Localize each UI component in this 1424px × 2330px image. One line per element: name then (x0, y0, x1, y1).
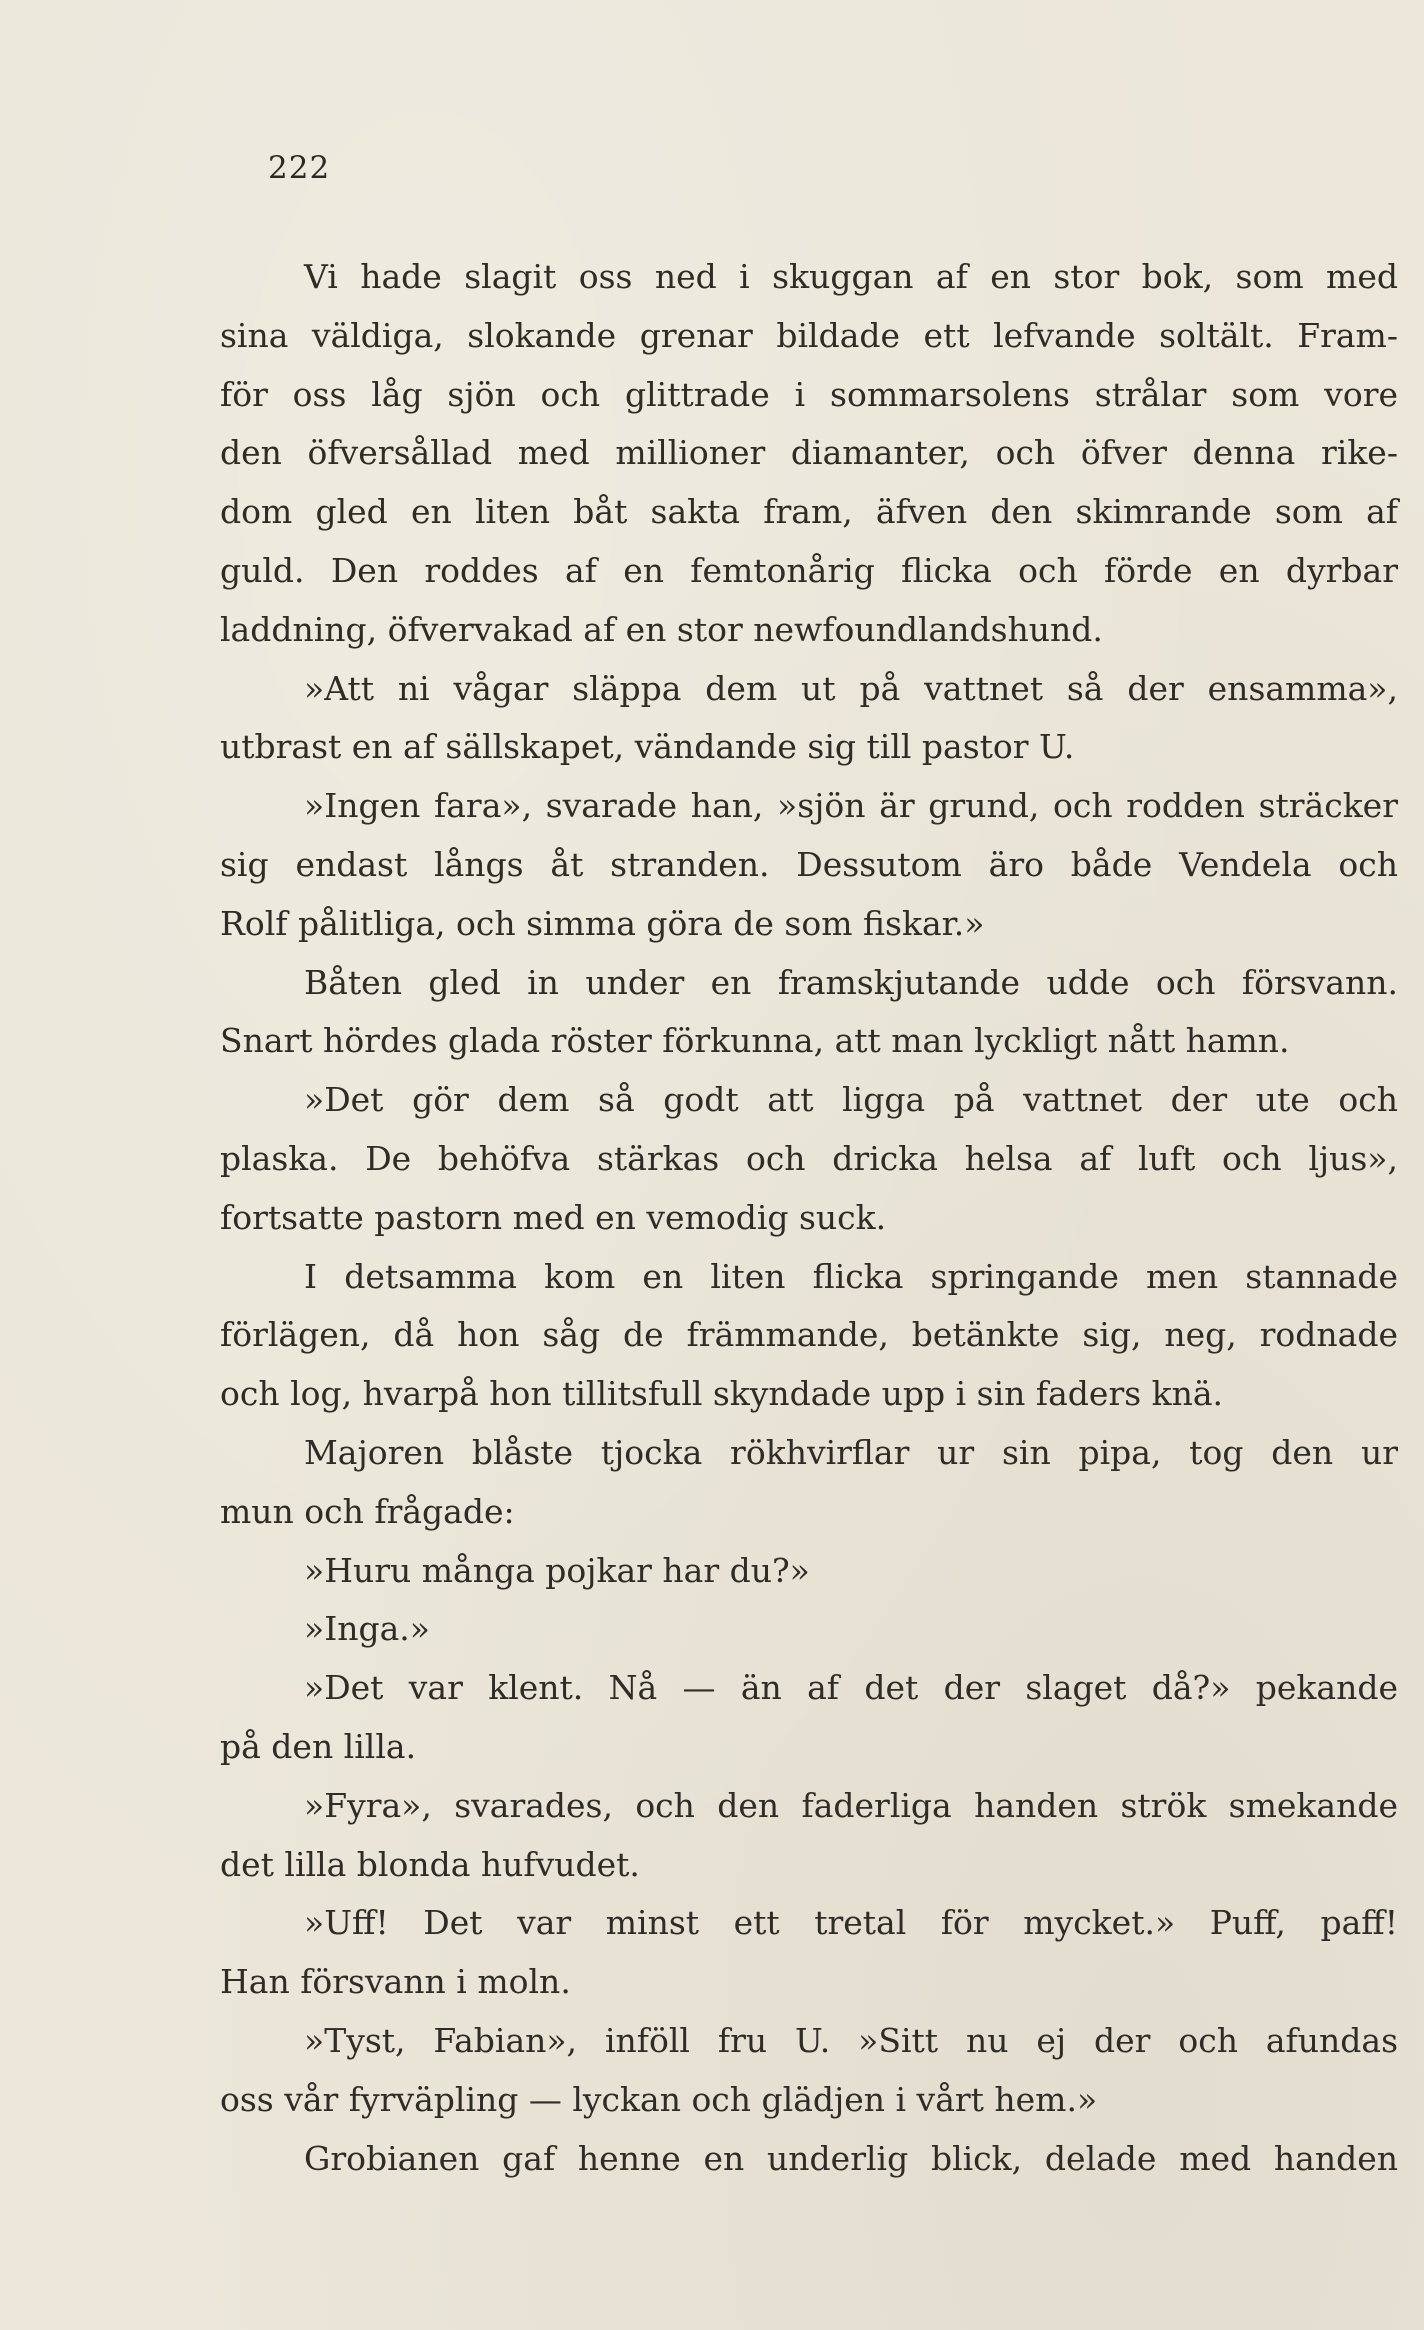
text-line: »Inga.» (304, 1609, 430, 1649)
text-line: fortsatte pastorn med en vemodig suck. (220, 1197, 887, 1237)
text-line: I detsamma kom en liten flicka springande men stannade (304, 1256, 1398, 1296)
text-line: sig endast långs åt stranden. Dessutom äro både Vendela och (220, 844, 1398, 884)
text-line: »Det gör dem så godt att ligga på vattnet der ute och (304, 1080, 1398, 1120)
text-line: för oss låg sjön och glittrade i sommarsolens strålar som vore (220, 374, 1398, 414)
text-line: och log, hvarpå hon tillitsfull skyndade upp i sin faders knä. (220, 1374, 1224, 1414)
body-text (220, 248, 1398, 2188)
text-line: »Att ni vågar släppa dem ut på vattnet så der ensamma», (304, 668, 1398, 708)
text-line: »Ingen fara», svarade han, »sjön är grund, och rodden sträcker (304, 786, 1398, 826)
text-line: dom gled en liten båt sakta fram, äfven den skimrande som af (220, 492, 1398, 532)
text-line: Båten gled in under en framskjutande udde och försvann. (304, 962, 1398, 1002)
text-line: Han försvann i moln. (220, 1962, 571, 2002)
text-line: plaska. De behöfva stärkas och dricka helsa af luft och ljus», (220, 1138, 1398, 1178)
text-line: förlägen, då hon såg de främmande, betänkte sig, neg, rodnade (220, 1315, 1398, 1355)
text-line: det lilla blonda hufvudet. (220, 1844, 640, 1884)
text-line: »Tyst, Fabian», inföll fru U. »Sitt nu ej der och afundas (304, 2020, 1398, 2060)
text-line: Majoren blåste tjocka rökhvirflar ur sin pipa, tog den ur (304, 1432, 1398, 1472)
text-line: Vi hade slagit oss ned i skuggan af en stor bok, som med (304, 257, 1398, 296)
text-line: utbrast en af sällskapet, vändande sig till pastor U. (220, 727, 1075, 767)
text-line: »Det var klent. Nå — än af det der slaget då?» pekande (304, 1668, 1398, 1708)
text-line: guld. Den roddes af en femtonårig flicka och förde en dyrbar (220, 550, 1398, 590)
text-line: sina väldiga, slokande grenar bildade ett lefvande soltält. Fram- (220, 315, 1398, 355)
text-line: Rolf pålitliga, och simma göra de som fiskar.» (220, 903, 985, 943)
text-line: oss vår fyrväpling — lyckan och glädjen i vårt hem.» (220, 2079, 1098, 2119)
text-line: »Fyra», svarades, och den faderliga handen strök smekande (304, 1785, 1398, 1825)
text-line: »Huru många pojkar har du?» (304, 1550, 810, 1590)
page-number: 222 (268, 150, 331, 186)
text-line: på den lilla. (220, 1726, 417, 1766)
text-line: »Uff! Det var minst ett tretal för mycket.» Puff, paff! (304, 1903, 1398, 1943)
text-line: den öfversållad med millioner diamanter, och öfver denna rike- (220, 433, 1398, 473)
text-line: Grobianen gaf henne en underlig blick, delade med handen (304, 2138, 1398, 2178)
text-line: laddning, öfvervakad af en stor newfoundlandshund. (220, 609, 1103, 649)
text-line: mun och frågade: (220, 1491, 515, 1531)
text-line: Snart hördes glada röster förkunna, att man lyckligt nått hamn. (220, 1021, 1290, 1061)
